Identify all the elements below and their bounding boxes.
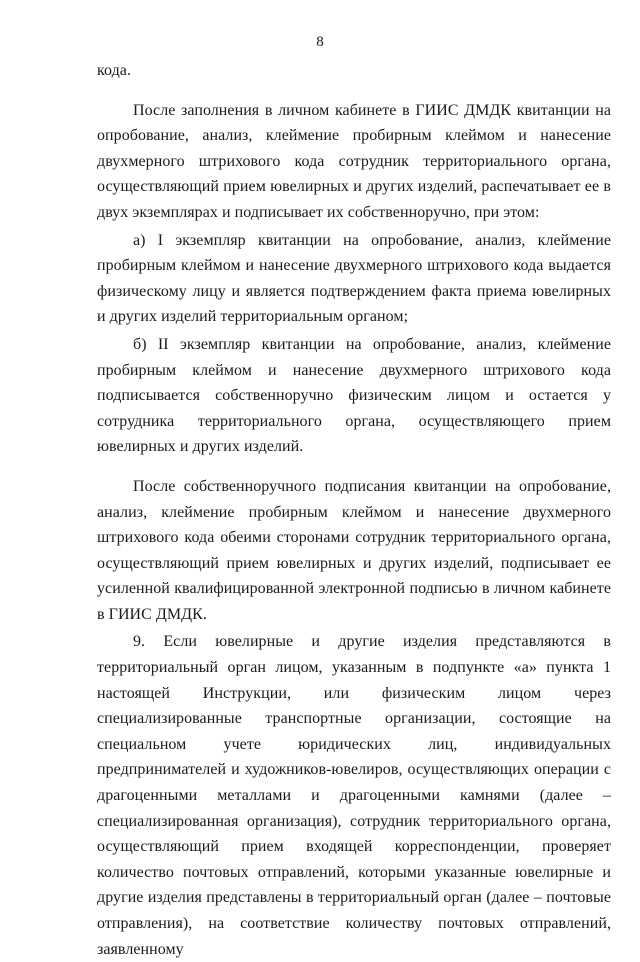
paragraph-copy-two: б) II экземпляр квитанции на опробование, анализ, клеймение пробирным клеймом и нанесение двухмерного штрихового кода подписывается собственноручно физическим лицом и остается у сотрудника территориального органа, осуществляющего прием ювелирных и других изделий. — [97, 335, 611, 456]
page-number: 8 — [316, 34, 324, 50]
paragraph-continuation: кода. — [97, 62, 131, 79]
paragraph-electronic-signature: После собственноручного подписания квитанции на опробование, анализ, клеймение пробирным клеймом и нанесение двухмерного штрихового кода обеими сторонами сотрудник территориального органа, осуществляющий прием ювелирных и других изделий, подписывает ее усиленной квалифицированной электронной подписью в личном кабинете в ГИИС ДМДК. — [97, 477, 611, 623]
paragraph-receipt-filling: После заполнения в личном кабинете в ГИИС ДМДК квитанции на опробование, анализ, клеймение пробирным клеймом и нанесение двухмерного штрихового кода сотрудник территориального органа, осуществляющий прием ювелирных и других изделий, распечатывает ее в двух экземплярах и подписывает их собственноручно, при этом: — [97, 101, 611, 221]
document-body — [97, 58, 611, 962]
paragraph-copy-one: а) I экземпляр квитанции на опробование, анализ, клеймение пробирным клеймом и нанесение двухмерного штрихового кода выдается физическому лицу и является подтверждением факта приема ювелирных и других изделий территориальным органом; — [97, 231, 611, 326]
paragraph-item-9: 9. Если ювелирные и другие изделия представляются в территориальный орган лицом, указанным в подпункте «а» пункта 1 настоящей Инструкции, или физическим лицом через специализированные транспортные организации, состоящие на специальном учете юридических лиц, индивидуальных предпринимателей и художников-ювелиров, осуществляющих операции с драгоценными металлами и драгоценными камнями (далее – специализированная организация), сотрудник территориального органа, осуществляющий прием входящей корреспонденции, проверяет количество почтовых отправлений, которыми указанные ювелирные и другие изделия представлены в территориальный орган (далее – почтовые отправления), на соответствие количеству почтовых отправлений, заявленному — [97, 633, 611, 958]
